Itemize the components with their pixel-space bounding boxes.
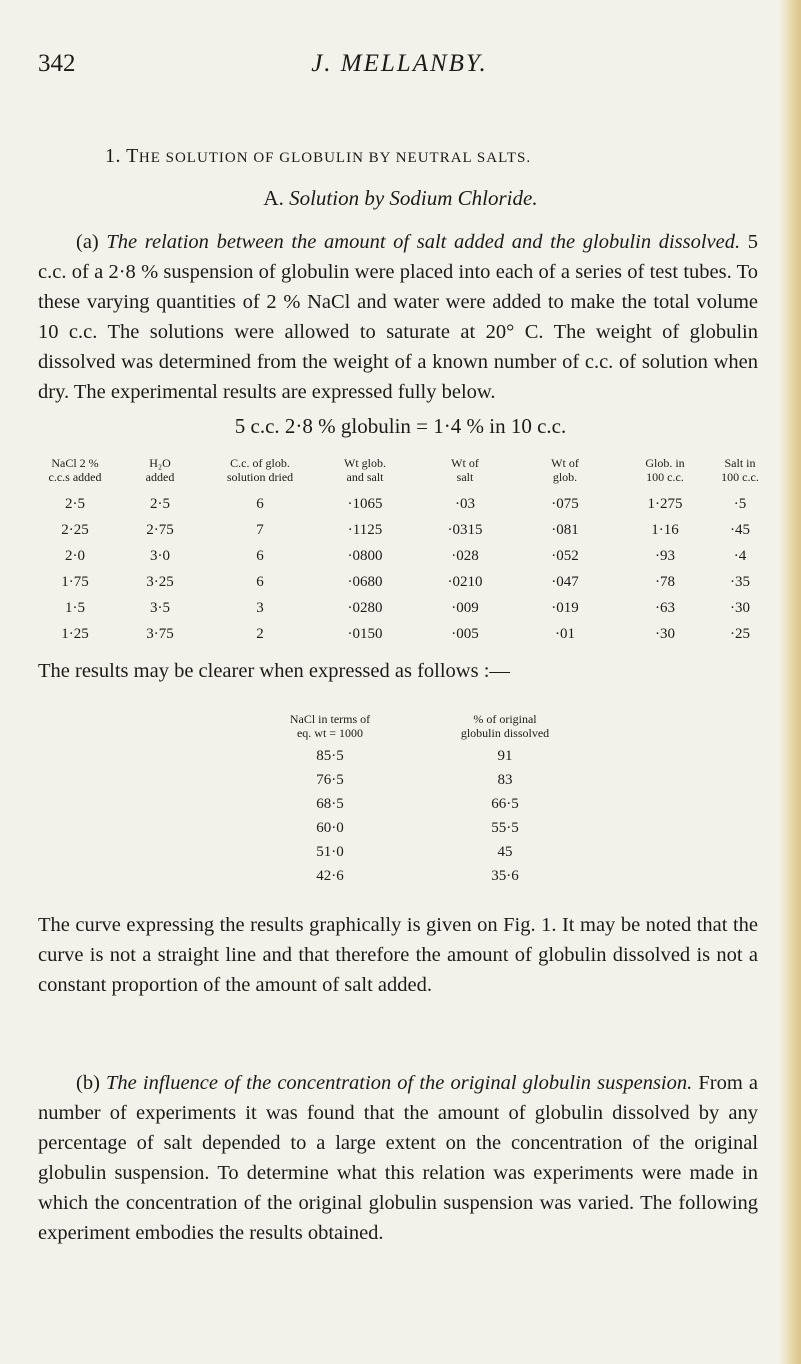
table-1-cell: 3: [256, 600, 264, 616]
table-1-cell: ·0150: [347, 626, 383, 642]
section-a-title: Solution by Sodium Chloride.: [289, 186, 538, 210]
table-1-cell: 2·0: [65, 548, 85, 564]
table-2-header-line: % of original: [473, 712, 537, 726]
results-intro: The results may be clearer when expressed as follows :—: [38, 660, 510, 682]
table-1-cell: ·45: [730, 522, 750, 538]
table-1-cell: 3·25: [146, 574, 174, 590]
table-1-cell: 1·16: [651, 522, 679, 538]
table-2-header-line: NaCl in terms of: [289, 712, 371, 726]
table-1-cell: 2·25: [61, 522, 89, 538]
paragraph-a-line: of a series of test tubes. To these varying quantities of 2 % NaCl and: [38, 261, 758, 313]
table-1-header-line: Wt glob.: [344, 456, 386, 470]
table-1-cell: ·5: [733, 496, 747, 512]
table-1-header-line: Salt in: [724, 456, 756, 470]
table-1-cell: ·009: [451, 600, 479, 616]
paragraph-a: [38, 227, 758, 407]
table-1-cell: ·047: [551, 574, 579, 590]
table-1-header: [40, 456, 110, 484]
table-1-cell: ·93: [655, 548, 675, 564]
paragraph-a-label: (a): [76, 231, 99, 253]
paragraph-a-line: 5 c.c. of a 2·8 % suspension of globulin were placed into each: [38, 231, 759, 283]
table-2-cell: 83: [497, 772, 513, 788]
table-1-header-line: c.c.s added: [48, 470, 102, 484]
table-1-cell: ·0315: [447, 522, 483, 538]
paragraph-a-heading: The relation between the amount of salt added and the globulin dissolved.: [106, 231, 741, 253]
table-1-cell: 6: [256, 496, 264, 512]
paragraph-b-line: From a number of experiments it was found that the: [38, 1072, 758, 1124]
table-1-header: [210, 456, 310, 484]
table-1-cell: 6: [256, 548, 264, 564]
section-1-number: 1.: [105, 145, 121, 167]
section-1-heading: [105, 145, 531, 168]
section-1-title: HE SOLUTION OF GLOBULIN BY NEUTRAL SALTS.: [138, 150, 532, 166]
table-1-header-line: C.c. of glob.: [230, 456, 290, 470]
table-1-cell: ·0280: [347, 600, 383, 616]
page-header: [38, 50, 761, 90]
paragraph-b: [38, 1068, 758, 1248]
paragraph-curve-line: amount of globulin dissolved is not a constant proportion of the amount: [38, 944, 759, 996]
table-2-cell: 91: [497, 748, 513, 764]
section-1-title-initial: T: [126, 145, 139, 167]
table-1-cell: 7: [256, 522, 264, 538]
table-1-cell: ·35: [730, 574, 750, 590]
paragraph-curve-line: may be noted that the curve is not a straight line and that therefore the: [38, 914, 759, 966]
paragraph-a-line: determined from the weight of a known number of c.c. of solution when: [158, 351, 759, 373]
table-1-header: [125, 456, 195, 484]
table-1-cell: ·63: [655, 600, 675, 616]
table-1-cell: ·30: [730, 600, 750, 616]
table-1-cell: 1·25: [61, 626, 89, 642]
table-1-cell: ·0680: [347, 574, 383, 590]
table-2-cell: 35·6: [491, 868, 519, 884]
table-1-cell: ·25: [730, 626, 750, 642]
table-1-cell: ·1125: [347, 522, 383, 538]
table-1-header: [420, 456, 510, 484]
paragraph-a-line: allowed to saturate at 20° C. The weight of globulin dissolved was: [38, 321, 758, 373]
table-2-header-line: eq. wt = 1000: [296, 726, 364, 740]
table-1-cell: 3·0: [150, 548, 170, 564]
table-1-cell: 1·5: [65, 600, 85, 616]
paragraph-b-line: amount of globulin dissolved by any percentage of salt depended to: [38, 1102, 759, 1154]
table-1-cell: 2·75: [146, 522, 174, 538]
table-1-cell: 3·5: [150, 600, 170, 616]
table-1-cell: ·028: [451, 548, 479, 564]
table-1-header-line: 100 c.c.: [721, 470, 759, 484]
table-1-header-line: H₂O: [149, 456, 171, 470]
table-1-header-line: and salt: [346, 470, 384, 484]
table-1-cell: ·03: [455, 496, 475, 512]
paragraph-b-heading: The influence of the concentration of the original globulin: [106, 1072, 592, 1094]
paragraph-b-line: the concentration of the original globulin suspension was varied. The: [94, 1192, 672, 1214]
table-2-cell: 76·5: [316, 772, 344, 788]
table-2-cell: 45: [497, 844, 513, 860]
table-1-cell: 3·75: [146, 626, 174, 642]
table-1-header-line: 100 c.c.: [646, 470, 684, 484]
table-2-header: [250, 712, 410, 740]
paragraph-b-line: To determine what this relation was experiments were made in which: [38, 1162, 758, 1214]
paragraph-b-label: (b): [76, 1072, 100, 1094]
paragraph-b-heading-cont: suspension.: [597, 1072, 693, 1094]
table-1-cell: ·1065: [347, 496, 383, 512]
table-2-cell: 60·0: [316, 820, 344, 836]
table-2-header-line: globulin dissolved: [460, 726, 550, 740]
table-1-header-line: solution dried: [226, 470, 294, 484]
table-1-cell: ·052: [551, 548, 579, 564]
table-1-header: [710, 456, 770, 484]
paragraph-b-line: following experiment embodies the results obtained.: [38, 1192, 759, 1244]
table-2-cell: 55·5: [491, 820, 519, 836]
table-2-header: [420, 712, 590, 740]
table-2-cell: 66·5: [491, 796, 519, 812]
paragraph-b-line: a large extent on the concentration of the original globulin suspension.: [38, 1132, 759, 1184]
table-2-cell: 68·5: [316, 796, 344, 812]
page-number: 342: [38, 50, 76, 77]
section-a-label: A.: [263, 186, 284, 210]
table-1-header-line: Wt of: [451, 456, 479, 470]
table-1-cell: ·019: [551, 600, 579, 616]
table-2-cell: 51·0: [316, 844, 344, 860]
table-1-cell: 1·275: [647, 496, 683, 512]
table-2-cell: 85·5: [316, 748, 344, 764]
paragraph-curve-line: of salt added.: [322, 974, 432, 996]
table-1-header-line: NaCl 2 %: [51, 456, 99, 470]
table-1-header: [620, 456, 710, 484]
table-1-cell: ·4: [733, 548, 747, 564]
table-1-header-line: Glob. in: [645, 456, 685, 470]
formula-line: 5 c.c. 2·8 % globulin = 1·4 % in 10 c.c.: [234, 414, 567, 438]
paragraph-a-line: dry. The experimental results are expressed fully below.: [38, 381, 496, 403]
table-1-cell: ·075: [551, 496, 579, 512]
table-1-header: [520, 456, 610, 484]
table-1-header-line: salt: [456, 470, 474, 484]
table-1-header: [315, 456, 415, 484]
table-1-cell: ·081: [551, 522, 579, 538]
paragraph-curve-line: The curve expressing the results graphically is given on Fig. 1. It: [38, 914, 575, 936]
table-1-cell: ·005: [451, 626, 479, 642]
table-1-header-line: glob.: [552, 470, 578, 484]
table-1-cell: 6: [256, 574, 264, 590]
running-title: J. MELLANBY.: [311, 50, 488, 77]
paragraph-a-line: water were added to make the total volume 10 c.c. The solutions were: [38, 291, 758, 343]
table-1-header-line: Wt of: [551, 456, 579, 470]
table-1-cell: ·0800: [347, 548, 383, 564]
table-1-cell: ·0210: [447, 574, 483, 590]
paragraph-curve: [38, 910, 758, 1000]
table-1-cell: 2·5: [65, 496, 85, 512]
table-1-cell: ·01: [555, 626, 575, 642]
table-1-header-line: added: [145, 470, 175, 484]
section-a-heading: [0, 186, 801, 211]
table-1-cell: ·30: [655, 626, 675, 642]
table-2-cell: 42·6: [316, 868, 344, 884]
table-1-cell: ·78: [655, 574, 675, 590]
table-1-cell: 2: [256, 626, 264, 642]
table-1-cell: 2·5: [150, 496, 170, 512]
table-1-cell: 1·75: [61, 574, 89, 590]
